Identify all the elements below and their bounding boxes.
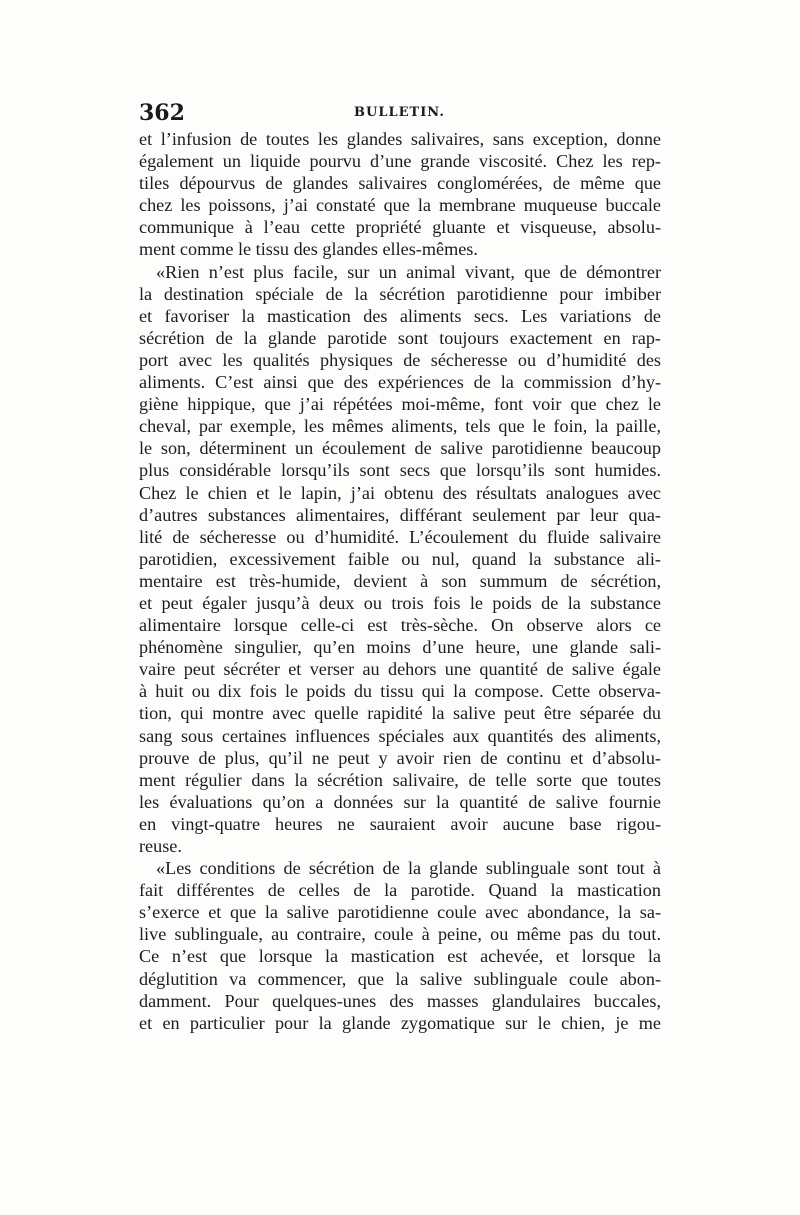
text-line: chez les poissons, j’ai constaté que la membrane muqueuse buccale (139, 195, 661, 216)
text-line: reuse. (139, 836, 182, 856)
page-header (139, 100, 661, 124)
text-line: parotidien, excessivement faible ou nul, quand la substance ali- (139, 548, 661, 569)
text-line: mentaire est très-humide, devient à son summum de sécrétion, (139, 570, 661, 591)
text-line: également un liquide pourvu d’une grande viscosité. Chez les rep- (139, 151, 661, 172)
text-line: en vingt-quatre heures ne sauraient avoir aucune base rigou- (139, 813, 661, 834)
text-line: et peut égaler jusqu’à deux ou trois fois le poids de la substance (139, 592, 661, 613)
text-line: fait différentes de celles de la parotide. Quand la mastication (139, 880, 661, 901)
text-line: la destination spéciale de la sécrétion parotidienne pour imbiber (139, 283, 661, 304)
text-line: déglutition va commencer, que la salive sublinguale coule abon- (139, 968, 661, 989)
text-line: s’exerce et que la salive parotidienne coule avec abondance, la sa- (139, 902, 661, 923)
text-line: vaire peut sécréter et verser au dehors une quantité de salive égale (139, 659, 661, 680)
text-line: communique à l’eau cette propriété gluante et visqueuse, absolu- (139, 217, 661, 238)
text-line: cheval, par exemple, les mêmes aliments, tels que le foin, la paille, (139, 416, 661, 437)
text-line: les évaluations qu’on a données sur la quantité de salive fournie (139, 791, 661, 812)
text-line: port avec les qualités physiques de sécheresse ou d’humidité des (139, 349, 661, 370)
text-line: giène hippique, que j’ai répétées moi-même, font voir que chez le (139, 394, 661, 415)
text-line: Ce n’est que lorsque la mastication est achevée, et lorsque la (139, 946, 661, 967)
text-line: sang sous certaines influences spéciales aux quantités des aliments, (139, 725, 661, 746)
paragraph-start-line: «Les conditions de sécrétion de la glande sublinguale sont tout à (156, 858, 661, 879)
text-line: alimentaire lorsque celle-ci est très-sèche. On observe alors ce (139, 615, 661, 636)
text-line: et en particulier pour la glande zygomatique sur le chien, je me (139, 1012, 661, 1033)
text-line: à huit ou dix fois le poids du tissu qui la compose. Cette observa- (139, 681, 661, 702)
text-line: damment. Pour quelques-unes des masses glandulaires buccales, (139, 990, 661, 1011)
text-line: plus considérable lorsqu’ils sont secs que lorsqu’ils sont humides. (139, 460, 661, 481)
text-line: et l’infusion de toutes les glandes salivaires, sans exception, donne (139, 129, 661, 149)
text-line: d’autres substances alimentaires, différant seulement par leur qua- (139, 504, 661, 525)
text-line: ment comme le tissu des glandes elles-mêmes. (139, 239, 478, 260)
text-line: et favoriser la mastication des aliments secs. Les variations de (139, 305, 661, 326)
text-line: le son, déterminent un écoulement de salive parotidienne beaucoup (139, 438, 661, 459)
running-head: BULLETIN. (354, 105, 445, 120)
text-line: phénomène singulier, qu’en moins d’une heure, une glande sali- (139, 637, 661, 658)
text-line: Chez le chien et le lapin, j’ai obtenu des résultats analogues avec (139, 482, 661, 503)
text-line: ment régulier dans la sécrétion salivaire, de telle sorte que toutes (139, 769, 661, 790)
page-number: 362 (139, 100, 185, 126)
text-line: sécrétion de la glande parotide sont toujours exactement en rap- (139, 327, 661, 348)
text-line: lité de sécheresse ou d’humidité. L’écoulement du fluide salivaire (139, 526, 661, 547)
text-line: live sublinguale, au contraire, coule à peine, ou même pas du tout. (139, 924, 661, 945)
text-line: aliments. C’est ainsi que des expériences de la commission d’hy- (139, 372, 661, 393)
text-line: tiles dépourvus de glandes salivaires conglomérées, de même que (139, 173, 661, 194)
text-line: tion, qui montre avec quelle rapidité la salive peut être séparée du (139, 703, 661, 724)
paragraph-start-line: «Rien n’est plus facile, sur un animal vivant, que de démontrer (156, 261, 661, 282)
text-line: prouve de plus, qu’il ne peut y avoir rien de continu et d’absolu- (139, 747, 661, 768)
body-text (139, 128, 661, 1034)
